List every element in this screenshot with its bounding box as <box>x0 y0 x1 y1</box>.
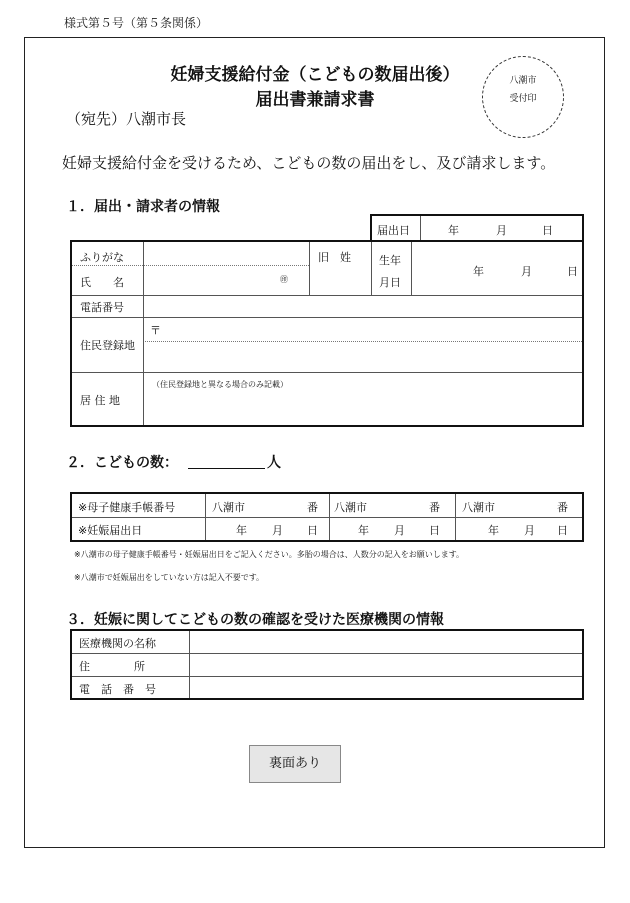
pregnancy-date-label: ※妊娠届出日 <box>78 524 143 537</box>
number-suffix: 番 <box>429 501 440 514</box>
facility-phone-label: 電 話 番 号 <box>79 683 156 696</box>
furigana-input[interactable] <box>144 242 308 264</box>
pregnancy-date-3[interactable] <box>456 518 582 540</box>
year-label: 年 <box>488 524 499 537</box>
registered-address-label: 住民登録地 <box>80 339 135 352</box>
form-title: 妊婦支援給付金（こどもの数届出後） <box>170 65 460 85</box>
facility-name-label: 医療機関の名称 <box>79 637 156 650</box>
residence-label: 居 住 地 <box>80 394 120 407</box>
handbook-label: ※母子健康手帳番号 <box>78 501 176 514</box>
registered-address-input[interactable] <box>144 318 582 371</box>
pregnancy-date-2[interactable] <box>330 518 454 540</box>
stamp-city-label: 八潮市 <box>509 76 537 86</box>
filing-day-label: 日 <box>542 224 553 237</box>
filing-month-label: 月 <box>496 224 507 237</box>
form-number: 様式第５号（第５条関係） <box>64 16 209 30</box>
section2-heading: ２．こどもの数： <box>66 455 178 471</box>
filing-year-label: 年 <box>448 224 459 237</box>
intro-text: 妊婦支援給付金を受けるため、こどもの数の届出をし、及び請求します。 <box>62 154 556 172</box>
applicant-info-table <box>70 240 584 427</box>
month-label: 月 <box>272 524 283 537</box>
children-count-input[interactable] <box>188 468 265 469</box>
filing-date-label: 届出日 <box>377 224 410 237</box>
filing-date-box[interactable] <box>370 214 584 242</box>
postal-mark: 〒 <box>150 324 161 337</box>
day-label: 日 <box>557 524 568 537</box>
city-label: 八潮市 <box>212 501 245 514</box>
residence-input[interactable] <box>144 373 582 425</box>
day-label: 日 <box>429 524 440 537</box>
note-handbook: ※八潮市の母子健康手帳番号・妊娠届出日をご記入ください。多胎の場合は、人数分の記入をお願いします。 <box>74 550 465 559</box>
handbook-number-3[interactable] <box>456 494 582 516</box>
birth-month-label: 月 <box>521 265 532 278</box>
city-label: 八潮市 <box>462 501 495 514</box>
addressee: （宛先）八潮市長 <box>66 110 187 128</box>
name-label: 氏 名 <box>80 276 124 289</box>
form-subtitle: 届出書兼請求書 <box>255 90 375 110</box>
pregnancy-date-1[interactable] <box>206 518 328 540</box>
month-label: 月 <box>394 524 405 537</box>
month-label: 月 <box>524 524 535 537</box>
birth-label-2: 月日 <box>379 276 401 289</box>
residence-note: （住民登録地と異なる場合のみ記載） <box>152 380 288 389</box>
handbook-table <box>70 492 584 542</box>
handbook-number-2[interactable] <box>330 494 454 516</box>
phone-input[interactable] <box>144 296 582 316</box>
city-label: 八潮市 <box>334 501 367 514</box>
birth-day-label: 日 <box>567 265 578 278</box>
facility-address-label: 住 所 <box>79 660 145 673</box>
number-suffix: 番 <box>557 501 568 514</box>
facility-name-input[interactable] <box>190 631 582 652</box>
number-suffix: 番 <box>307 501 318 514</box>
note-no-filing: ※八潮市で妊娠届出をしていない方は記入不要です。 <box>74 573 265 582</box>
phone-label: 電話番号 <box>80 301 124 314</box>
former-name-label: 旧 姓 <box>318 251 351 264</box>
facility-address-input[interactable] <box>190 654 582 675</box>
medical-facility-table <box>70 629 584 700</box>
day-label: 日 <box>307 524 318 537</box>
section3-heading: ３．妊娠に関してこどもの数の確認を受けた医療機関の情報 <box>66 612 444 628</box>
year-label: 年 <box>358 524 369 537</box>
children-count-unit: 人 <box>267 455 281 471</box>
birth-year-label: 年 <box>473 265 484 278</box>
reverse-side-button[interactable]: 裏面あり <box>249 745 341 783</box>
year-label: 年 <box>236 524 247 537</box>
stamp-reception-label: 受付印 <box>509 94 537 104</box>
birth-label-1: 生年 <box>379 254 401 267</box>
section1-heading: １．届出・請求者の情報 <box>66 199 220 215</box>
seal-mark: ㊞ <box>280 275 288 284</box>
former-name-input[interactable] <box>310 266 370 294</box>
handbook-number-1[interactable] <box>206 494 328 516</box>
furigana-label: ふりがな <box>80 251 124 264</box>
birthdate-input[interactable] <box>412 242 582 294</box>
facility-phone-input[interactable] <box>190 677 582 698</box>
